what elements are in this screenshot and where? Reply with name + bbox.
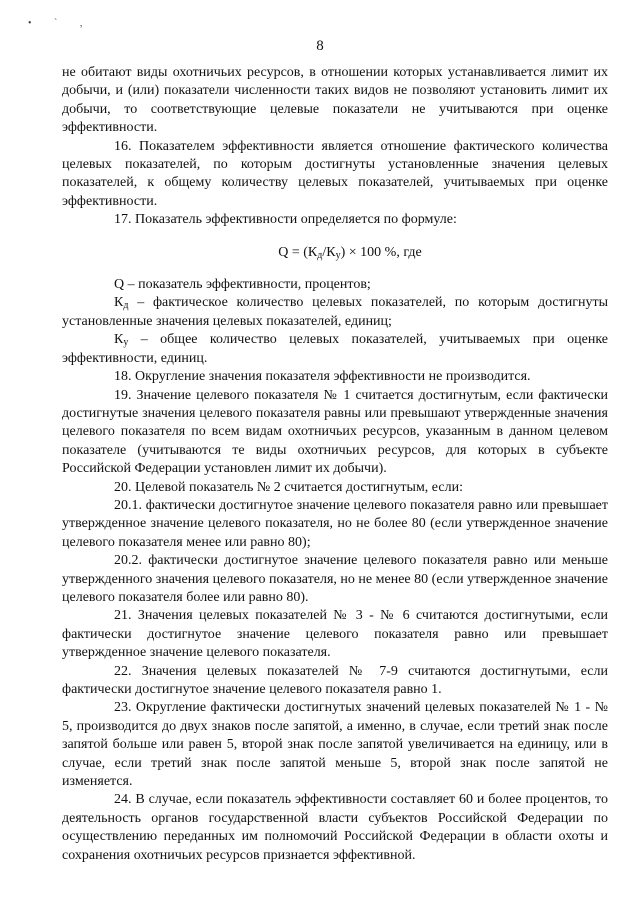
- definition-ky-symbol: К: [114, 332, 124, 348]
- paragraph-18: 18. Округление значения показателя эффективности не производится.: [114, 369, 531, 385]
- paragraph-23: 23. Округление фактически достигнутых значений целевых показателей № 1 - № 5, производится до двух знаков после запятой, а именно, в случае, если третий знак после запятой больше или равен 5, второй знак после запятой увеличивается на единицу, или в случае, если третий знак после запятой меньше 5, второй знак после запятой не изменяется.: [62, 700, 608, 790]
- scan-marks: • ` ,: [28, 18, 93, 29]
- definition-ky: [62, 331, 608, 368]
- formula-sub-y: у: [335, 249, 341, 261]
- paragraph-22: 22. Значения целевых показателей № 7-9 считаются достигнутыми, если фактически достигнутое значение целевого показателя равно 1.: [62, 663, 608, 697]
- paragraph-16: 16. Показателем эффективности является отношение фактического количества целевых показателей, по которым достигнуты установленные значения целевых показателей, к общему количеству целевых показателей, учитываемых при оценке эффективности.: [62, 138, 608, 209]
- document-body: [62, 64, 608, 865]
- formula-rhs: ) × 100 %, где: [340, 244, 422, 260]
- definition-q: Q – показатель эффективности, процентов;: [114, 277, 371, 293]
- paragraph-24: 24. В случае, если показатель эффективности составляет 60 и более процентов, то деятельность органов государственной власти субъектов Российской Федерации по осуществлению переданных им полномочий Российской Федерации в области охоты и сохранения охотничьих ресурсов признается эффективной.: [62, 792, 608, 863]
- definition-kd-text: – фактическое количество целевых показателей, по которым достигнуты установленные значения целевых показателей, единиц;: [62, 295, 608, 329]
- paragraph-21: 21. Значения целевых показателей № 3 - № 6 считаются достигнутыми, если фактически достигнутое значение целевого показателя равно или превышает утвержденное значение целевого показателя.: [62, 608, 608, 661]
- formula-mid: /К: [322, 244, 336, 260]
- paragraph-19: 19. Значение целевого показателя № 1 считается достигнутым, если фактически достигнутые значения целевого показателя равны или превышают утвержденные значения целевого показателя по всем видам охотничьих ресурсов, указанным в данном целевом показателе (учитываются те виды охотничьих ресурсов, для которых в субъекте Российской Федерации установлен лимит их добычи).: [62, 387, 608, 477]
- paragraph-17: 17. Показатель эффективности определяется по формуле:: [114, 212, 457, 228]
- definition-ky-text: – общее количество целевых показателей, учитываемых при оценке эффективности, единиц.: [62, 332, 608, 366]
- formula-sub-d: д: [317, 249, 323, 261]
- formula-lhs: Q = (К: [278, 244, 318, 260]
- paragraph-continuation: не обитают виды охотничьих ресурсов, в отношении которых устанавливается лимит их добычи, и (или) показатели численности таких видов не позволяют установить лимит их добычи, то соответствующие целевые показатели не учитываются при оценке эффективности.: [62, 65, 608, 136]
- definition-kd-sub: д: [123, 300, 129, 312]
- paragraph-20-2: 20.2. фактически достигнутое значение целевого показателя равно или меньше утвержденного значения целевого показателя, но не менее 80 (если утвержденное значение целевого показателя более или равно 80).: [62, 553, 608, 605]
- page-number: 8: [316, 38, 324, 54]
- definition-ky-sub: у: [123, 337, 129, 349]
- definition-kd-symbol: К: [114, 295, 124, 311]
- paragraph-20: 20. Целевой показатель № 2 считается достигнутым, если:: [114, 479, 463, 495]
- definition-kd: [62, 294, 608, 331]
- paragraph-20-1: 20.1. фактически достигнутое значение целевого показателя равно или превышает утвержденное значение целевого показателя, но не более 80 (если утвержденное значение целевого показателя менее или равно 80);: [62, 497, 608, 550]
- efficiency-formula: [62, 244, 608, 262]
